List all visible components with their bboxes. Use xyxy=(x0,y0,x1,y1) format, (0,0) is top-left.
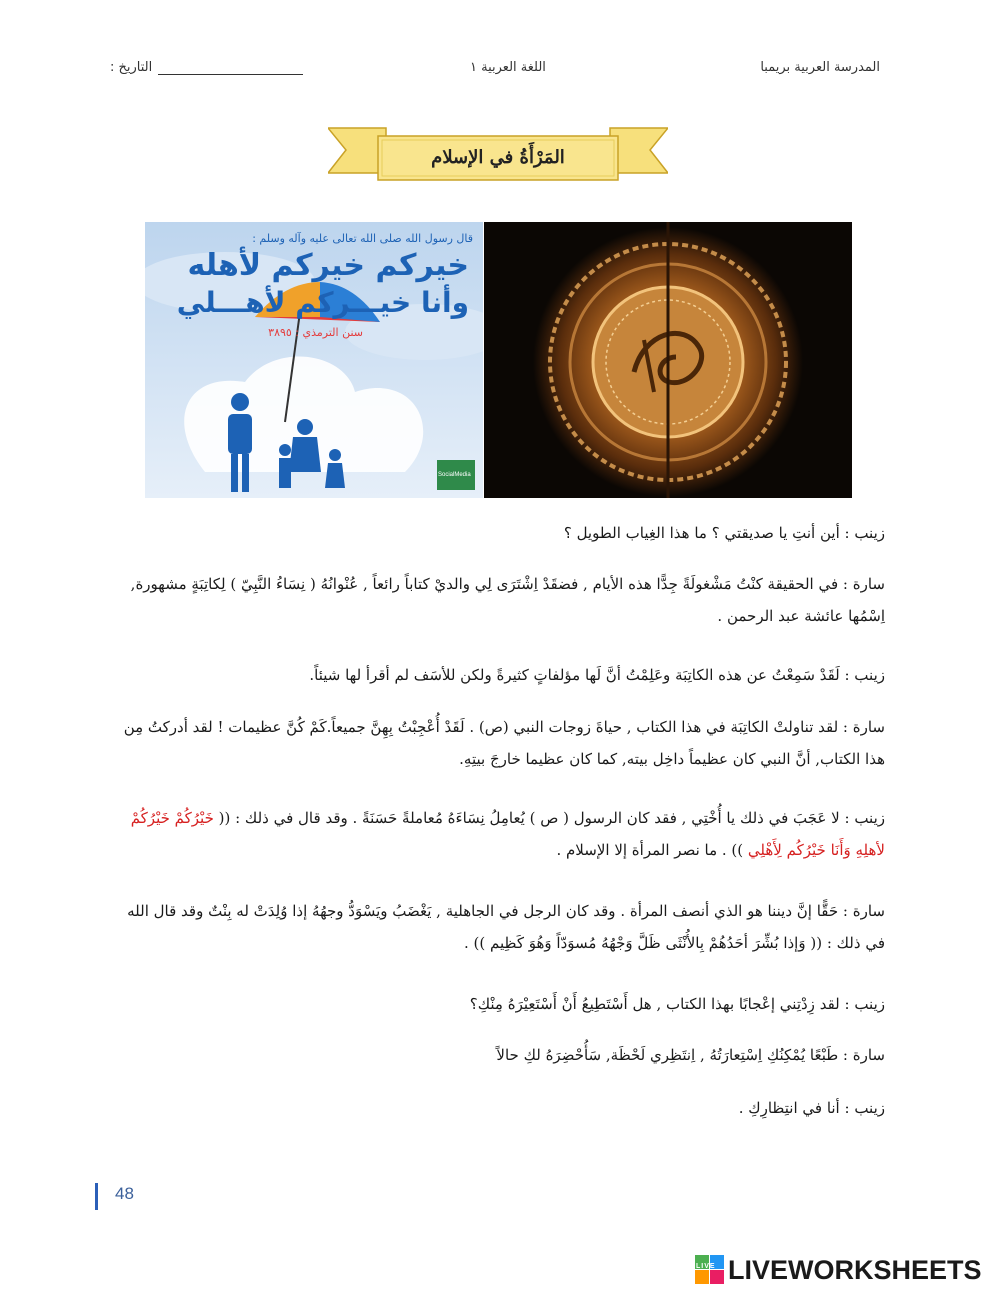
calligraphy-medallion-image xyxy=(484,222,852,498)
liveworksheets-brand-text: LIVEWORKSHEETS xyxy=(728,1255,982,1285)
poster-intro-text: قال رسول الله صلى الله تعالى عليه وآله وسلم : xyxy=(252,232,473,245)
page-header xyxy=(110,60,880,84)
poster-line-2: وأنا خيـــركم لأهـــلي xyxy=(176,286,469,319)
school-name: المدرسة العربية بريمبا xyxy=(760,60,880,75)
dialogue-line-1: زينب : أين أنتِ يا صديقتي ؟ ما هذا الغِياب الطويل ؟ xyxy=(563,524,885,542)
hadith-quote: خَيْرُكُمْ خَيْرُكُمْ لأهلِهِ وَأَنَا خَيْرُكُم لِأَهْلِي xyxy=(130,809,885,859)
liveworksheets-icon xyxy=(695,1255,725,1285)
page-number: 48 xyxy=(115,1184,134,1203)
dialogue-line-6: سارة : حَقًّا إنَّ ديننا هو الذي أنصف المرأة . وقد كان الرجل في الجاهلية , يَغْضَبُ ويَسْوَدُّ وجهُهُ إذا وُلِدَتْ له بِنْتٌ وقد قال الله في ذلك : (( وَإذا بُشِّرَ أحَدُهُمْ بِالأُنْثَى ظَلَّ وَجْهُهُ مُسوَدّاً وَهُوَ كَظِيم )) . xyxy=(127,902,885,952)
liveworksheets-logo[interactable] xyxy=(695,1252,995,1288)
dialogue-line-5 xyxy=(115,802,885,866)
dialogue-line-8: سارة : طَبْعًا يُمْكِنُكِ اِسْتِعارَتُهُ , اِنتَظِري لَحْظَة, سَأُحْضِرَهُ لكِ حالاً xyxy=(496,1046,885,1064)
hadith-poster-image xyxy=(145,222,483,498)
dialogue-5-before: زينب : لا عَجَبَ في ذلك يا أُخْتِي , فقد كان الرسول ( ص ) يُعامِلُ نِسَاءَهُ مُعاملةً حَسَنَةً . وقد قال في ذلك : (( xyxy=(218,809,885,827)
date-label: التاريخ : xyxy=(110,60,153,75)
dialogue-line-2: سارة : في الحقيقة كنْتُ مَشْغولَةً جِدًّا هذه الأيام , فضقَدْ اِشْتَرَى لِي والديْ كتاباً رائعاً , عُنْوانُهُ ( نِسَاءُ النَّبِيّ ) لِكاتِبَةٍ مشهورة, اِسْمُها عائشة عبد الرحمن . xyxy=(130,575,885,625)
dialogue-line-4: سارة : لقد تناولتْ الكاتِبَة في هذا الكتاب , حياةَ زوجات النبي (ص) . لَقَدْ أُعْجِبْتُ بِهِنَّ جميعاً.كَمْ كُنَّ عظيمات ! لقد أدركتُ مِن هذا الكتاب, أنَّ النبي كان عظيماً داخِل بيته, كما كان عظيما خارجَ بيتِهِ. xyxy=(123,718,885,768)
page-title: المَرْأَةُ في الإسلام xyxy=(431,147,565,168)
medallion-artwork xyxy=(484,222,852,498)
subject-name: اللغة العربية ١ xyxy=(470,60,546,75)
dialogue-line-3: زينب : لَقَدْ سَمِعْتُ عن هذه الكاتِبَة وعَلِمْتُ أنَّ لَها مؤلفاتٍ كثيرةً ولكن للأسَف لم أقرأ لها شيئاً. xyxy=(309,666,885,684)
poster-badge: SocialMedia xyxy=(438,472,471,478)
page-number-bar xyxy=(95,1183,98,1210)
liveworksheets-icon-letters: LIVE xyxy=(696,1263,716,1270)
dialogue-5-after: )) . ما نصر المرأة إلا الإسلام . xyxy=(556,841,744,859)
date-line[interactable] xyxy=(158,62,303,75)
dialogue-line-7: زينب : لقد زِدْتِني إعْجابًا بهذا الكتاب , هل أَسْتَطِيعُ أَنْ أَسْتَعِيْرَهُ مِنْكِ؟ xyxy=(469,995,885,1013)
dialogue-line-9: زينب : أنا في انتِظارِكِ . xyxy=(738,1099,885,1117)
date-field[interactable] xyxy=(110,60,303,75)
poster-line-1: خيركم خيركم لأهله xyxy=(187,248,469,283)
poster-source: سنن الترمذي : ٣٨٩٥ xyxy=(268,326,363,339)
title-banner xyxy=(328,118,668,196)
